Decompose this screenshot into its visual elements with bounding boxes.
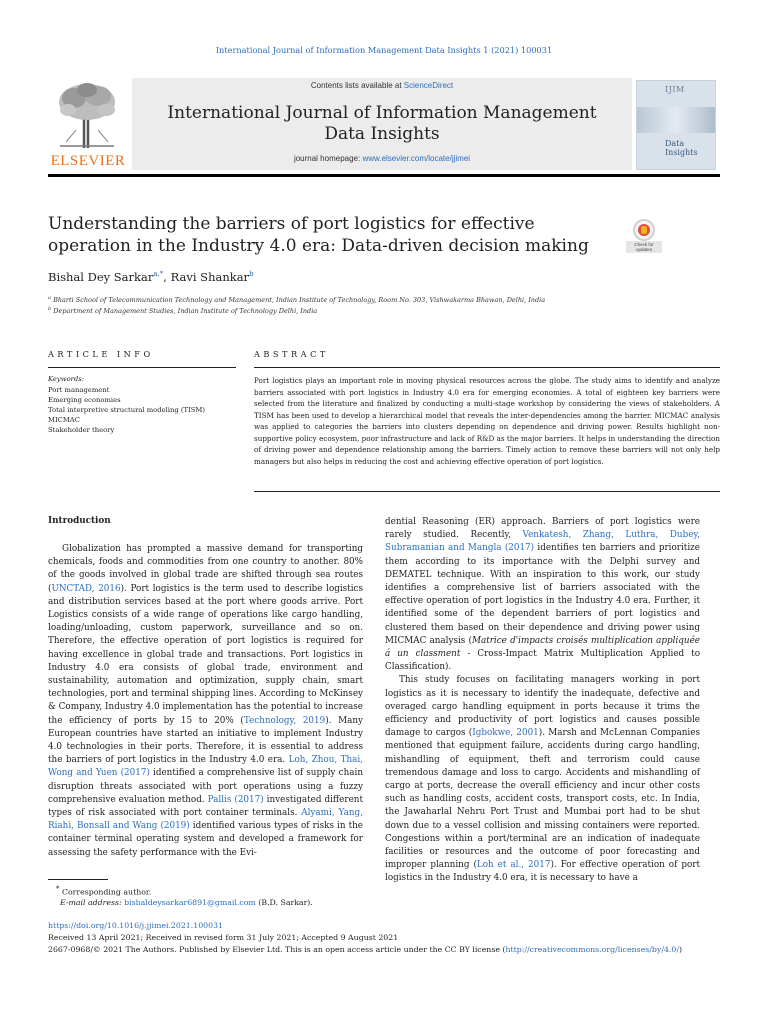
author-email-link[interactable]: bishaldeysarkar6891@gmail.com xyxy=(124,898,256,907)
body-paragraph xyxy=(385,674,700,885)
header-rule xyxy=(48,174,720,177)
author-separator: , xyxy=(163,270,167,284)
elsevier-tree-icon xyxy=(54,80,120,150)
cover-title: Data Insights xyxy=(665,139,698,157)
journal-homepage-link[interactable]: www.elsevier.com/locate/jjimei xyxy=(362,154,471,163)
email-label: E-mail address: xyxy=(60,898,122,907)
footnote-text: Corresponding author. xyxy=(61,887,152,897)
body-text: ). Marsh and McLennan Companies mentioned that equipment failure, accidents during cargo handling, mishandling of equipment, theft and terrorism could cause tremendous damage and loss to cargo. Accidents and mishandling of cargo at ports, decrease the overall efficiency and incur other costs such as handling costs, accident costs, transport costs, etc. In India, the Jawaharlal Nehru Port Trust and Mumbai port had to be shut down due to a vessel collision and missing containers were reported. Congestions within a port/terminal are an indication of inadequate facilities or resources and the outcome of poor forecasting and improper planning ( xyxy=(385,728,700,871)
keywords-list xyxy=(48,385,205,435)
footnote-rule xyxy=(48,879,108,880)
body-left-column xyxy=(48,543,363,860)
contents-line xyxy=(132,81,632,90)
crossmark-icon xyxy=(633,219,655,241)
journal-info-panel xyxy=(132,78,632,170)
elsevier-wordmark: ELSEVIER xyxy=(50,153,126,169)
journal-title: International Journal of Information Management Data Insights xyxy=(167,103,597,144)
check-for-updates-badge[interactable] xyxy=(626,219,662,257)
license-line xyxy=(48,945,728,954)
affiliation-marker: a xyxy=(48,295,51,301)
abstract-heading: ABSTRACT xyxy=(254,349,329,359)
citation-link[interactable]: Igbokwe, 2001 xyxy=(472,728,539,739)
citation-link[interactable]: Alyami, Yang, Riahi, Bonsall and Wang (2019) xyxy=(48,808,363,832)
received-dates: Received 13 April 2021; Received in revised form 31 July 2021; Accepted 9 August 2021 xyxy=(48,933,399,942)
affiliation-a xyxy=(48,295,545,304)
doi-line xyxy=(48,921,223,930)
keyword-item: Port management xyxy=(48,386,110,394)
crossmark-label: Check for updates xyxy=(626,241,662,253)
body-italic-text: Matrice d'impacts croisés multiplication appliquée á un classment xyxy=(385,635,700,660)
keywords-label: Keywords: xyxy=(48,375,85,383)
body-paragraph xyxy=(48,543,363,860)
author-name[interactable]: Ravi Shankar xyxy=(170,270,250,284)
keyword-item: MICMAC xyxy=(48,416,80,424)
corresponding-author-note xyxy=(56,885,151,897)
section-heading-introduction: Introduction xyxy=(48,516,111,526)
homepage-prefix: journal homepage: xyxy=(293,154,361,163)
homepage-line xyxy=(132,154,632,163)
abstract-text: Port logistics plays an important role in moving physical resources across the globe. The study aims to identify and analyze barriers associated with port logistics in Industry 4.0 era for emerging economies. A total of eighteen key barriers were selected from the literature and finalized by conducting a multi-stage workshop by considering the views of stakeholders. A TISM has been used to develop a hierarchical model that reveals the inter-dependencies among the barrier. MICMAC analysis was applied to categories the barriers into clusters depending on dependence and driving power. Results highlight non-supportive policy ecosystem, poor infrastructure and lack of R&D as the major barriers. It helps in understanding the direction of driving power and dependence relationship among the barriers. Timely action to remove these barriers will not only help managers but also helps in reducing the cost and achieving effective operation of port logistics. xyxy=(254,376,720,466)
journal-cover-thumbnail[interactable] xyxy=(636,80,716,170)
affiliation-text: Bharti School of Telecommunication Technology and Management, Indian Institute of Technology, Room No. 303, Vishwakarma Bhawan, Delhi, India xyxy=(53,296,546,305)
keyword-item: Stakeholder theory xyxy=(48,426,115,434)
abstract-bottom-rule xyxy=(254,491,720,492)
author-affil-marker[interactable]: a,* xyxy=(153,270,164,279)
keyword-item: Emerging economies xyxy=(48,396,121,404)
affiliation-text: Department of Management Studies, Indian Institute of Technology Delhi, India xyxy=(53,307,318,316)
body-text: Globalization has prompted a massive demand for transporting chemicals, foods and commodities from one country to another. 80% of the goods involved in global trade are shifted through sea routes ( xyxy=(48,544,363,594)
body-text: - Cross-Impact Matrix Multiplication Applied to Classification). xyxy=(385,649,701,673)
affiliation-b xyxy=(48,306,317,315)
cover-band xyxy=(637,107,715,133)
keyword-item: Total interpretive structural modeling (TISM) xyxy=(48,406,206,414)
body-paragraph xyxy=(385,516,700,674)
citation-link[interactable]: Venkatesh, Zhang, Luthra, Dubey, Subramanian and Mangla (2017) xyxy=(385,530,701,554)
doi-link[interactable]: https://doi.org/10.1016/j.jjimei.2021.100031 xyxy=(48,921,224,930)
citation-link[interactable]: UNCTAD, 2016 xyxy=(51,583,121,594)
article-info-heading: ARTICLE INFO xyxy=(48,349,154,359)
footnote-mark: * xyxy=(56,885,60,893)
body-text: identified various types of risks in the container terminal operating system and developed a framework for assessing the safety performance with the Evi- xyxy=(48,821,363,858)
body-text: identified a comprehensive list of supply chain disruption threats associated with port operations using a fuzzy comprehensive evaluation method. xyxy=(48,768,363,805)
article-info-rule xyxy=(48,367,236,368)
body-text: ). Port logistics is the term used to describe logistics and distribution services based at the port where goods arrive. Port Logistics consists of a wide range of operations like cargo handling, loading/unloading, custom paperwork, surveillance and so on. Therefore, the effective operation of port logistics is required for having excellence in global trade and transactions. Port logistics in Industry 4.0 era consists of global trade, environment and sustainability, automation and optimization, supply chain, smart technologies, port and terminal shipping lines. According to McKinsey & Company, Industry 4.0 implementation has the potential to increase the efficiency of ports by 15 to 20% ( xyxy=(48,583,363,726)
body-text: ). For effective operation of port logistics in the Industry 4.0 era, it is necessary to have a xyxy=(385,860,700,884)
body-text: ). Many European countries have started an initiative to implement Industry 4.0 technologies in their ports. Therefore, it is essential to address the barriers of port logistics in the Industry 4.0 era. xyxy=(48,715,364,766)
license-text: 2667-0968/© 2021 The Authors. Published by Elsevier Ltd. This is an open access article under the CC BY license ( xyxy=(48,945,506,954)
elsevier-logo[interactable] xyxy=(48,78,128,170)
citation-link[interactable]: Loh, Zhou, Thai, Wong and Yuen (2017) xyxy=(48,755,363,779)
body-text: This study focuses on facilitating managers working in port logistics as it is necessary to identify the inadequate, defective and overaged cargo handling equipment in ports because it trims the efficiency and productivity of port logistics and causes possible damage to cargos ( xyxy=(385,675,700,739)
cover-abbrev: IJIM xyxy=(665,85,685,94)
body-text: dential Reasoning (ER) approach. Barriers of port logistics were rarely studied. Recently, xyxy=(385,517,700,541)
license-suffix: ) xyxy=(678,945,683,954)
body-text: identifies ten barriers and prioritize them according to its importance with the Delphi survey and DEMATEL technique. With an inspiration to this work, our study identifies a comprehensive list of barriers associated with the effective operation of port logistics in the Industry 4.0 era. Further, it identified some of the dependent barriers of port logistics and clustered them based on their dependence and driving power using MICMAC analysis ( xyxy=(385,543,700,646)
article-title: Understanding the barriers of port logistics for effective operation in the Industry 4.0 era: Data-driven decision making xyxy=(48,214,589,256)
email-note xyxy=(60,898,313,907)
abstract-rule xyxy=(254,367,720,368)
citation-link[interactable]: Pallis (2017) xyxy=(207,794,264,805)
author-name[interactable]: Bishal Dey Sarkar xyxy=(48,270,154,284)
body-text: investigated different types of risk associated with port container terminals. xyxy=(48,794,363,819)
license-link[interactable]: http://creativecommons.org/licenses/by/4.0/ xyxy=(505,945,679,954)
citation-link[interactable]: Technology, 2019 xyxy=(243,715,326,726)
sciencedirect-link[interactable]: ScienceDirect xyxy=(403,81,454,90)
journal-header xyxy=(48,78,720,170)
email-suffix: (B.D. Sarkar). xyxy=(258,898,313,907)
author-list xyxy=(48,270,254,284)
author-affil-marker[interactable]: b xyxy=(249,270,254,279)
contents-prefix: Contents lists available at xyxy=(310,81,402,90)
running-journal-citation[interactable]: International Journal of Information Management Data Insights 1 (2021) 100031 xyxy=(215,45,553,55)
body-right-column xyxy=(385,516,700,886)
citation-link[interactable]: Loh et al., 2017 xyxy=(476,860,551,871)
affiliation-marker: b xyxy=(48,306,52,312)
